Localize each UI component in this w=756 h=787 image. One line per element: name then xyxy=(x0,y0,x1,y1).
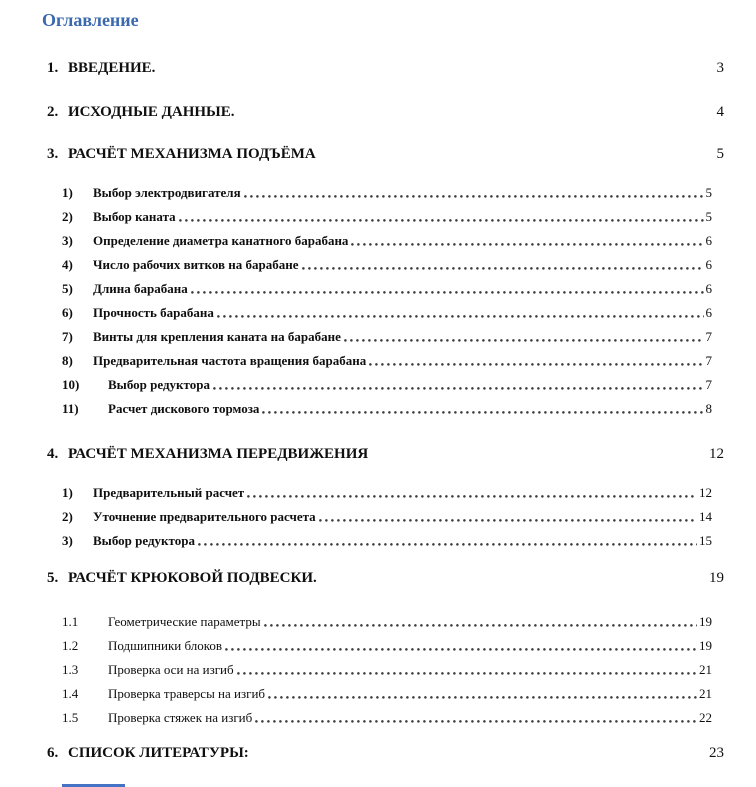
entry-page-number: 14 xyxy=(699,509,712,524)
toc-entry[interactable] xyxy=(62,280,712,297)
section-label: РАСЧЁТ МЕХАНИЗМА ПЕРЕДВИЖЕНИЯ xyxy=(68,446,369,462)
entry-page-number: 15 xyxy=(699,533,712,548)
toc-sublist-section-5 xyxy=(62,613,712,726)
entry-number: 1.1 xyxy=(62,614,79,629)
entry-number: 1.3 xyxy=(62,662,79,677)
toc-section-vvedenie[interactable] xyxy=(47,60,724,77)
entry-number: 1) xyxy=(62,485,73,500)
entry-number: 5) xyxy=(62,281,73,296)
section-page-number: 3 xyxy=(716,60,724,76)
dot-leader xyxy=(217,304,704,321)
dot-leader xyxy=(255,709,697,726)
toc-sublist-section-4 xyxy=(62,484,712,549)
toc-section-raschet-mehanizma-peredvizheniya[interactable] xyxy=(47,446,724,463)
entry-page-number: 21 xyxy=(699,662,712,677)
entry-label: Определение диаметра канатного барабана xyxy=(93,233,349,248)
entry-page-number: 6 xyxy=(705,257,712,272)
dot-leader xyxy=(369,352,703,369)
entry-label: Число рабочих витков на барабане xyxy=(93,257,299,272)
entry-page-number: 8 xyxy=(705,401,712,416)
section-label: РАСЧЁТ КРЮКОВОЙ ПОДВЕСКИ. xyxy=(68,570,317,586)
dot-leader xyxy=(264,613,697,630)
section-number: 6. xyxy=(47,745,59,761)
entry-number: 1.4 xyxy=(62,686,79,701)
section-number: 3. xyxy=(47,146,59,162)
entry-label: Выбор электродвигателя xyxy=(93,185,241,200)
entry-number: 7) xyxy=(62,329,73,344)
entry-page-number: 12 xyxy=(699,485,712,500)
entry-page-number: 7 xyxy=(705,377,712,392)
section-page-number: 19 xyxy=(709,570,724,586)
entry-label: Прочность барабана xyxy=(93,305,214,320)
entry-page-number: 21 xyxy=(699,686,712,701)
entry-label: Длина барабана xyxy=(93,281,188,296)
toc-entry[interactable] xyxy=(62,184,712,201)
entry-label: Выбор каната xyxy=(93,209,176,224)
toc-entry[interactable] xyxy=(62,328,712,345)
entry-page-number: 22 xyxy=(699,710,712,725)
dot-leader xyxy=(179,208,704,225)
toc-entry[interactable] xyxy=(62,256,712,273)
toc-entry[interactable] xyxy=(62,376,712,393)
toc-entry[interactable] xyxy=(62,637,712,654)
dot-leader xyxy=(268,685,697,702)
entry-page-number: 6 xyxy=(705,233,712,248)
entry-number: 11) xyxy=(62,401,79,416)
dot-leader xyxy=(351,232,703,249)
entry-number: 1.2 xyxy=(62,638,79,653)
entry-page-number: 6 xyxy=(705,305,712,320)
section-page-number: 4 xyxy=(716,104,724,120)
toc-entry[interactable] xyxy=(62,232,712,249)
toc-entry[interactable] xyxy=(62,484,712,501)
toc-entry[interactable] xyxy=(62,400,712,417)
entry-label: Предварительная частота вращения барабана xyxy=(93,353,367,368)
toc-entry[interactable] xyxy=(62,208,712,225)
dot-leader xyxy=(319,508,697,525)
entry-label: Подшипники блоков xyxy=(108,638,223,653)
section-number: 2. xyxy=(47,104,59,120)
toc-entry[interactable] xyxy=(62,685,712,702)
entry-page-number: 19 xyxy=(699,614,712,629)
section-label: ВВЕДЕНИЕ. xyxy=(68,60,156,76)
entry-number: 3) xyxy=(62,533,73,548)
section-label: ИСХОДНЫЕ ДАННЫЕ. xyxy=(68,104,235,120)
entry-label: Винты для крепления каната на барабане xyxy=(93,329,341,344)
entry-page-number: 19 xyxy=(699,638,712,653)
toc-entry[interactable] xyxy=(62,661,712,678)
entry-label: Проверка траверсы на изгиб xyxy=(108,686,266,701)
toc-section-raschet-kryukovoy-podveski[interactable] xyxy=(47,570,724,587)
section-label: СПИСОК ЛИТЕРАТУРЫ: xyxy=(68,745,249,761)
entry-label: Выбор редуктора xyxy=(108,377,210,392)
toc-title: Оглавление xyxy=(42,10,139,30)
section-page-number: 23 xyxy=(709,745,724,761)
dot-leader xyxy=(344,328,704,345)
entry-page-number: 7 xyxy=(705,329,712,344)
entry-number: 8) xyxy=(62,353,73,368)
entry-number: 3) xyxy=(62,233,73,248)
dot-leader xyxy=(213,376,704,393)
entry-number: 1) xyxy=(62,185,73,200)
toc-section-spisok-literatury[interactable] xyxy=(47,745,724,762)
entry-label: Геометрические параметры xyxy=(108,614,261,629)
dot-leader xyxy=(198,532,697,549)
entry-label: Выбор редуктора xyxy=(93,533,195,548)
entry-page-number: 5 xyxy=(705,209,712,224)
toc-sublist-section-3 xyxy=(62,184,712,417)
toc-section-ishodnye-dannye[interactable] xyxy=(47,104,724,121)
entry-page-number: 7 xyxy=(705,353,712,368)
entry-number: 1.5 xyxy=(62,710,79,725)
entry-number: 2) xyxy=(62,509,73,524)
section-number: 1. xyxy=(47,60,59,76)
section-number: 5. xyxy=(47,570,59,586)
dot-leader xyxy=(302,256,704,273)
dot-leader xyxy=(225,637,697,654)
dot-leader xyxy=(237,661,697,678)
entry-number: 10) xyxy=(62,377,80,392)
entry-label: Предварительный расчет xyxy=(93,485,245,500)
entry-label: Проверка оси на изгиб xyxy=(108,662,234,677)
dot-leader xyxy=(247,484,697,501)
dot-leader xyxy=(262,400,703,417)
toc-entry[interactable] xyxy=(62,613,712,630)
section-number: 4. xyxy=(47,446,59,462)
section-page-number: 5 xyxy=(716,146,724,162)
toc-entry[interactable] xyxy=(62,352,712,369)
entry-label: Расчет дискового тормоза xyxy=(108,401,260,416)
toc-entry[interactable] xyxy=(62,508,712,525)
toc-entry[interactable] xyxy=(62,709,712,726)
dot-leader xyxy=(244,184,704,201)
toc-entry[interactable] xyxy=(62,532,712,549)
dot-leader xyxy=(191,280,704,297)
entry-label: Уточнение предварительного расчета xyxy=(93,509,316,524)
entry-number: 6) xyxy=(62,305,73,320)
section-page-number: 12 xyxy=(709,446,724,462)
toc-entry[interactable] xyxy=(62,304,712,321)
toc-section-raschet-mehanizma-podyoma[interactable] xyxy=(47,146,724,163)
entry-page-number: 6 xyxy=(705,281,712,296)
entry-number: 4) xyxy=(62,257,73,272)
section-label: РАСЧЁТ МЕХАНИЗМА ПОДЪЁМА xyxy=(68,146,316,162)
entry-number: 2) xyxy=(62,209,73,224)
entry-label: Проверка стяжек на изгиб xyxy=(108,710,253,725)
entry-page-number: 5 xyxy=(705,185,712,200)
